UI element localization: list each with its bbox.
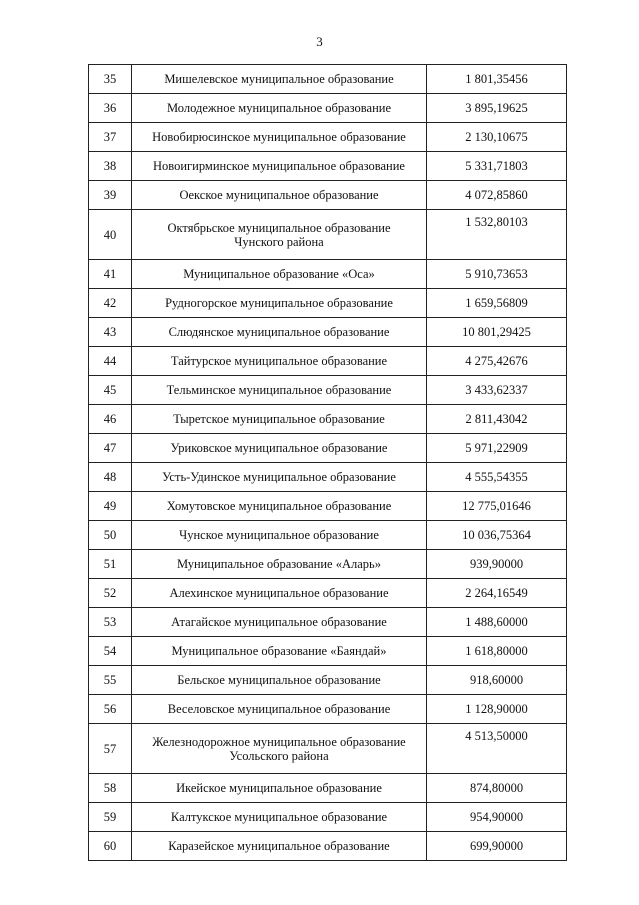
- municipality-name: [132, 774, 427, 803]
- row-number: 46: [89, 405, 132, 434]
- municipality-name: [132, 376, 427, 405]
- municipality-name-line: Калтукское муниципальное образование: [170, 810, 388, 824]
- allocation-amount: 1 801,35456: [427, 65, 567, 94]
- municipality-name: [132, 94, 427, 123]
- row-number: 56: [89, 695, 132, 724]
- municipality-name: [132, 521, 427, 550]
- municipality-name-line: Новоигирминское муниципальное образование: [153, 159, 405, 173]
- allocation-amount: 5 910,73653: [427, 260, 567, 289]
- municipality-name-line: Хомутовское муниципальное образование: [166, 499, 392, 513]
- municipality-name: [132, 434, 427, 463]
- row-number: 48: [89, 463, 132, 492]
- table-row: [89, 123, 567, 152]
- allocation-amount: 2 130,10675: [427, 123, 567, 152]
- municipality-name-line: Чунское муниципальное образование: [179, 528, 379, 542]
- municipality-name: [132, 210, 427, 260]
- allocation-amount: 12 775,01646: [427, 492, 567, 521]
- municipality-name-line: Слюдянское муниципальное образование: [168, 325, 390, 339]
- row-number: 58: [89, 774, 132, 803]
- table-row: [89, 347, 567, 376]
- allocation-amount: 5 971,22909: [427, 434, 567, 463]
- table-row: [89, 289, 567, 318]
- allocation-amount: 4 275,42676: [427, 347, 567, 376]
- municipality-name: [132, 637, 427, 666]
- municipality-name: [132, 318, 427, 347]
- municipality-name-line: Уриковское муниципальное образование: [170, 441, 388, 455]
- table-row: [89, 376, 567, 405]
- municipality-name-line: Рудногорское муниципальное образование: [165, 296, 393, 310]
- row-number: 60: [89, 832, 132, 861]
- row-number: 38: [89, 152, 132, 181]
- table-row: [89, 579, 567, 608]
- municipality-name-line: Икейское муниципальное образование: [176, 781, 382, 795]
- municipality-name: [132, 803, 427, 832]
- row-number: 42: [89, 289, 132, 318]
- allocation-amount: 699,90000: [427, 832, 567, 861]
- table-row: [89, 181, 567, 210]
- allocation-amount: 1 659,56809: [427, 289, 567, 318]
- allocation-amount: 2 811,43042: [427, 405, 567, 434]
- table-row: [89, 666, 567, 695]
- municipality-name-line: Муниципальное образование «Аларь»: [177, 557, 381, 571]
- allocation-amount: 918,60000: [427, 666, 567, 695]
- municipality-name: [132, 666, 427, 695]
- municipality-name-line: Оекское муниципальное образование: [179, 188, 379, 202]
- municipality-name-line: Железнодорожное муниципальное образование: [152, 734, 406, 749]
- table-row: [89, 260, 567, 289]
- row-number: 59: [89, 803, 132, 832]
- row-number: 47: [89, 434, 132, 463]
- page-number: 3: [316, 34, 323, 49]
- municipality-name: [132, 492, 427, 521]
- allocation-amount: 3 433,62337: [427, 376, 567, 405]
- municipality-name: [132, 65, 427, 94]
- table-row: [89, 463, 567, 492]
- allocation-amount: 1 618,80000: [427, 637, 567, 666]
- table-row: [89, 405, 567, 434]
- allocation-amount: 10 036,75364: [427, 521, 567, 550]
- municipality-name: [132, 181, 427, 210]
- table-row: [89, 318, 567, 347]
- allocation-amount: 4 555,54355: [427, 463, 567, 492]
- row-number: 44: [89, 347, 132, 376]
- municipality-name-line: Мишелевское муниципальное образование: [164, 72, 394, 86]
- municipality-name: [132, 260, 427, 289]
- table-row: [89, 492, 567, 521]
- table-row: [89, 695, 567, 724]
- row-number: 57: [89, 724, 132, 774]
- allocation-amount: 3 895,19625: [427, 94, 567, 123]
- table-row: [89, 803, 567, 832]
- row-number: 45: [89, 376, 132, 405]
- municipality-name-line: Тайтурское муниципальное образование: [170, 354, 388, 368]
- table-body: [89, 65, 567, 861]
- row-number: 37: [89, 123, 132, 152]
- allocation-amount: 4 072,85860: [427, 181, 567, 210]
- municipality-name-line: Тельминское муниципальное образование: [166, 383, 392, 397]
- municipality-name: [132, 405, 427, 434]
- allocation-amount: 1 488,60000: [427, 608, 567, 637]
- allocation-amount: 5 331,71803: [427, 152, 567, 181]
- municipality-name: [132, 579, 427, 608]
- row-number: 50: [89, 521, 132, 550]
- municipality-name: [132, 695, 427, 724]
- table-row: [89, 550, 567, 579]
- municipality-name-line: Муниципальное образование «Оса»: [183, 267, 375, 281]
- municipality-name: [132, 347, 427, 376]
- allocation-amount: 10 801,29425: [427, 318, 567, 347]
- table-row: [89, 94, 567, 123]
- municipality-name-line: Каразейское муниципальное образование: [168, 839, 390, 853]
- municipality-name-line: Усть-Удинское муниципальное образование: [162, 470, 396, 484]
- table-row: [89, 434, 567, 463]
- municipality-name-line: Тыретское муниципальное образование: [173, 412, 385, 426]
- municipality-name-line: Новобирюсинское муниципальное образование: [152, 130, 406, 144]
- municipality-name: [132, 123, 427, 152]
- row-number: 51: [89, 550, 132, 579]
- table-row: [89, 637, 567, 666]
- row-number: 52: [89, 579, 132, 608]
- allocation-amount: 1 532,80103: [427, 210, 567, 260]
- municipality-name-line: Чунского района: [234, 234, 324, 249]
- municipality-name-line: Октябрьское муниципальное образование: [167, 220, 391, 235]
- row-number: 41: [89, 260, 132, 289]
- municipality-name-line: Усольского района: [229, 748, 329, 763]
- municipality-name: [132, 289, 427, 318]
- allocation-table: [88, 64, 567, 861]
- municipality-name-line: Атагайское муниципальное образование: [171, 615, 387, 629]
- allocation-amount: 874,80000: [427, 774, 567, 803]
- municipality-name: [132, 463, 427, 492]
- row-number: 40: [89, 210, 132, 260]
- allocation-amount: 2 264,16549: [427, 579, 567, 608]
- municipality-name-line: Веселовское муниципальное образование: [167, 702, 391, 716]
- allocation-amount: 1 128,90000: [427, 695, 567, 724]
- row-number: 35: [89, 65, 132, 94]
- municipality-name: [132, 152, 427, 181]
- table-row: [89, 608, 567, 637]
- table-row: [89, 210, 567, 260]
- municipality-name: [132, 724, 427, 774]
- table-row: [89, 774, 567, 803]
- allocation-amount: 4 513,50000: [427, 724, 567, 774]
- table-row: [89, 65, 567, 94]
- table-row: [89, 152, 567, 181]
- municipality-name: [132, 550, 427, 579]
- row-number: 49: [89, 492, 132, 521]
- municipality-name-line: Муниципальное образование «Баяндай»: [171, 644, 387, 658]
- municipality-name-line: Алехинское муниципальное образование: [169, 586, 389, 600]
- row-number: 53: [89, 608, 132, 637]
- row-number: 55: [89, 666, 132, 695]
- table-row: [89, 832, 567, 861]
- allocation-amount: 954,90000: [427, 803, 567, 832]
- table-row: [89, 724, 567, 774]
- table-row: [89, 521, 567, 550]
- row-number: 43: [89, 318, 132, 347]
- municipality-name-line: Молодежное муниципальное образование: [166, 101, 392, 115]
- row-number: 36: [89, 94, 132, 123]
- municipality-name-line: Бельское муниципальное образование: [177, 673, 381, 687]
- row-number: 39: [89, 181, 132, 210]
- municipality-name: [132, 832, 427, 861]
- allocation-amount: 939,90000: [427, 550, 567, 579]
- row-number: 54: [89, 637, 132, 666]
- municipality-name: [132, 608, 427, 637]
